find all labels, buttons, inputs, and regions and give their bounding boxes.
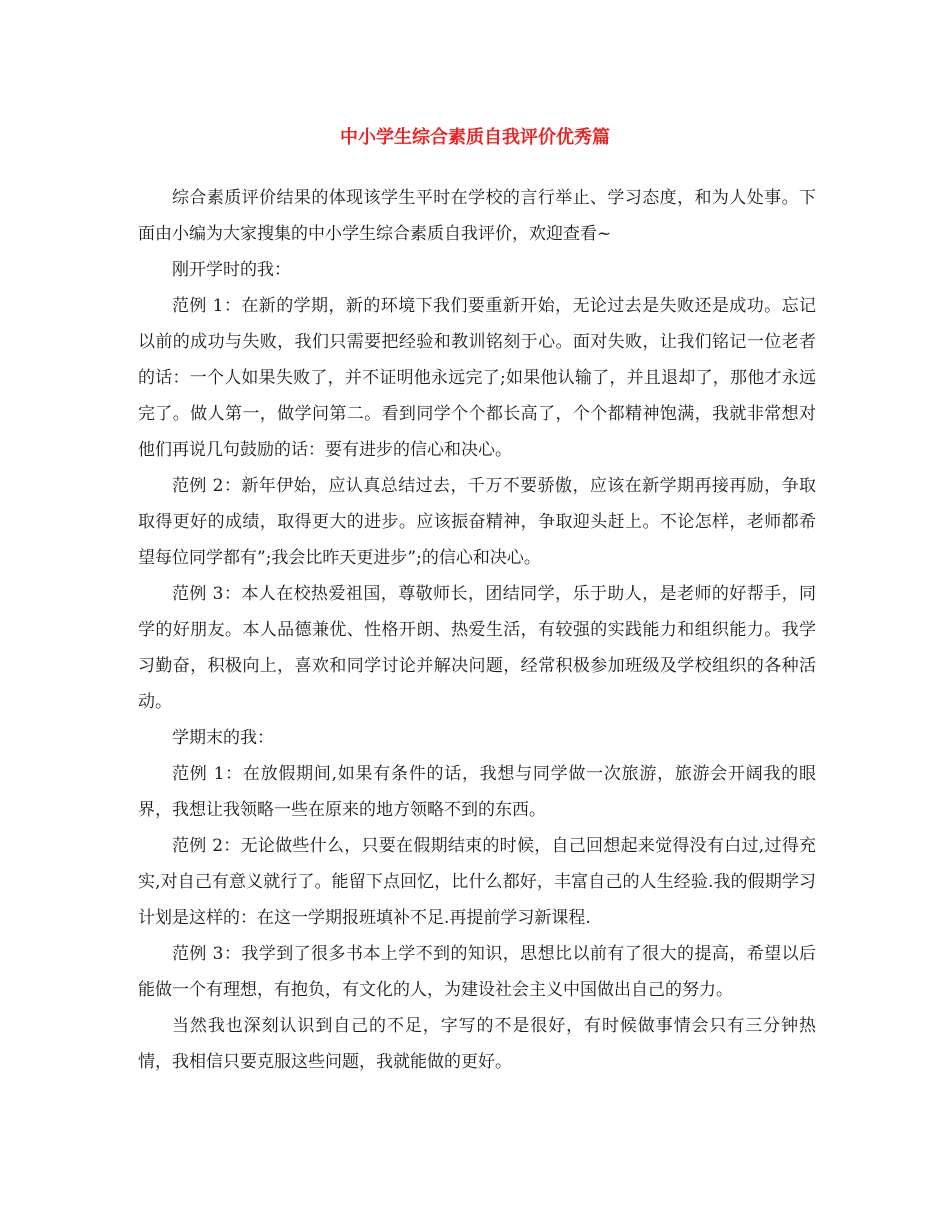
example-paragraph: 范例 3：我学到了很多书本上学不到的知识，思想比以前有了很大的提高，希望以后能做一个有理想，有抱负，有文化的人，为建设社会主义中国做出自己的努力。 — [138, 944, 816, 1000]
example-paragraph: 范例 1：在放假期间,如果有条件的话，我想与同学做一次旅游，旅游会开阔我的眼界，我想让我领略一些在原来的地方领略不到的东西。 — [138, 764, 816, 820]
example-paragraph: 范例 2：新年伊始，应认真总结过去，千万不要骄傲，应该在新学期再接再励，争取取得更好的成绩，取得更大的进步。应该振奋精神，争取迎头赶上。不论怎样，老师都希望每位同学都有”;我会比昨天更进步”;的信心和决心。 — [138, 476, 816, 568]
intro-paragraph: 综合素质评价结果的体现该学生平时在学校的言行举止、学习态度，和为人处事。下面由小编为大家搜集的中小学生综合素质自我评价，欢迎查看~ — [138, 188, 816, 244]
example-paragraph: 范例 2：无论做些什么，只要在假期结束的时候，自己回想起来觉得没有白过,过得充实,对自己有意义就行了。能留下点回忆，比什么都好，丰富自己的人生经验.我的假期学习计划是这样的：在这一学期报班填补不足.再提前学习新课程. — [138, 836, 816, 928]
example-paragraph: 范例 3：本人在校热爱祖国，尊敬师长，团结同学，乐于助人，是老师的好帮手，同学的好朋友。本人品德兼优、性格开朗、热爱生活，有较强的实践能力和组织能力。我学习勤奋，积极向上，喜欢和同学讨论并解决问题，经常积极参加班级及学校组织的各种活动。 — [138, 584, 816, 712]
section-heading-start-of-term: 刚开学时的我： — [172, 260, 291, 280]
section-heading-end-of-term: 学期末的我： — [172, 728, 274, 748]
example-paragraph: 范例 1：在新的学期，新的环境下我们要重新开始，无论过去是失败还是成功。忘记以前的成功与失败，我们只需要把经验和教训铭刻于心。面对失败，让我们铭记一位老者的话：一个人如果失败了，并不证明他永远完了;如果他认输了，并且退却了，那他才永远完了。做人第一，做学问第二。看到同学个个都长高了，个个都精神饱满，我就非常想对他们再说几句鼓励的话：要有进步的信心和决心。 — [138, 296, 816, 460]
document-body — [138, 180, 816, 1080]
closing-paragraph: 当然我也深刻认识到自己的不足，字写的不是很好，有时候做事情会只有三分钟热情，我相信只要克服这些问题，我就能做的更好。 — [138, 1016, 816, 1072]
document-title: 中小学生综合素质自我评价优秀篇 — [340, 127, 610, 148]
